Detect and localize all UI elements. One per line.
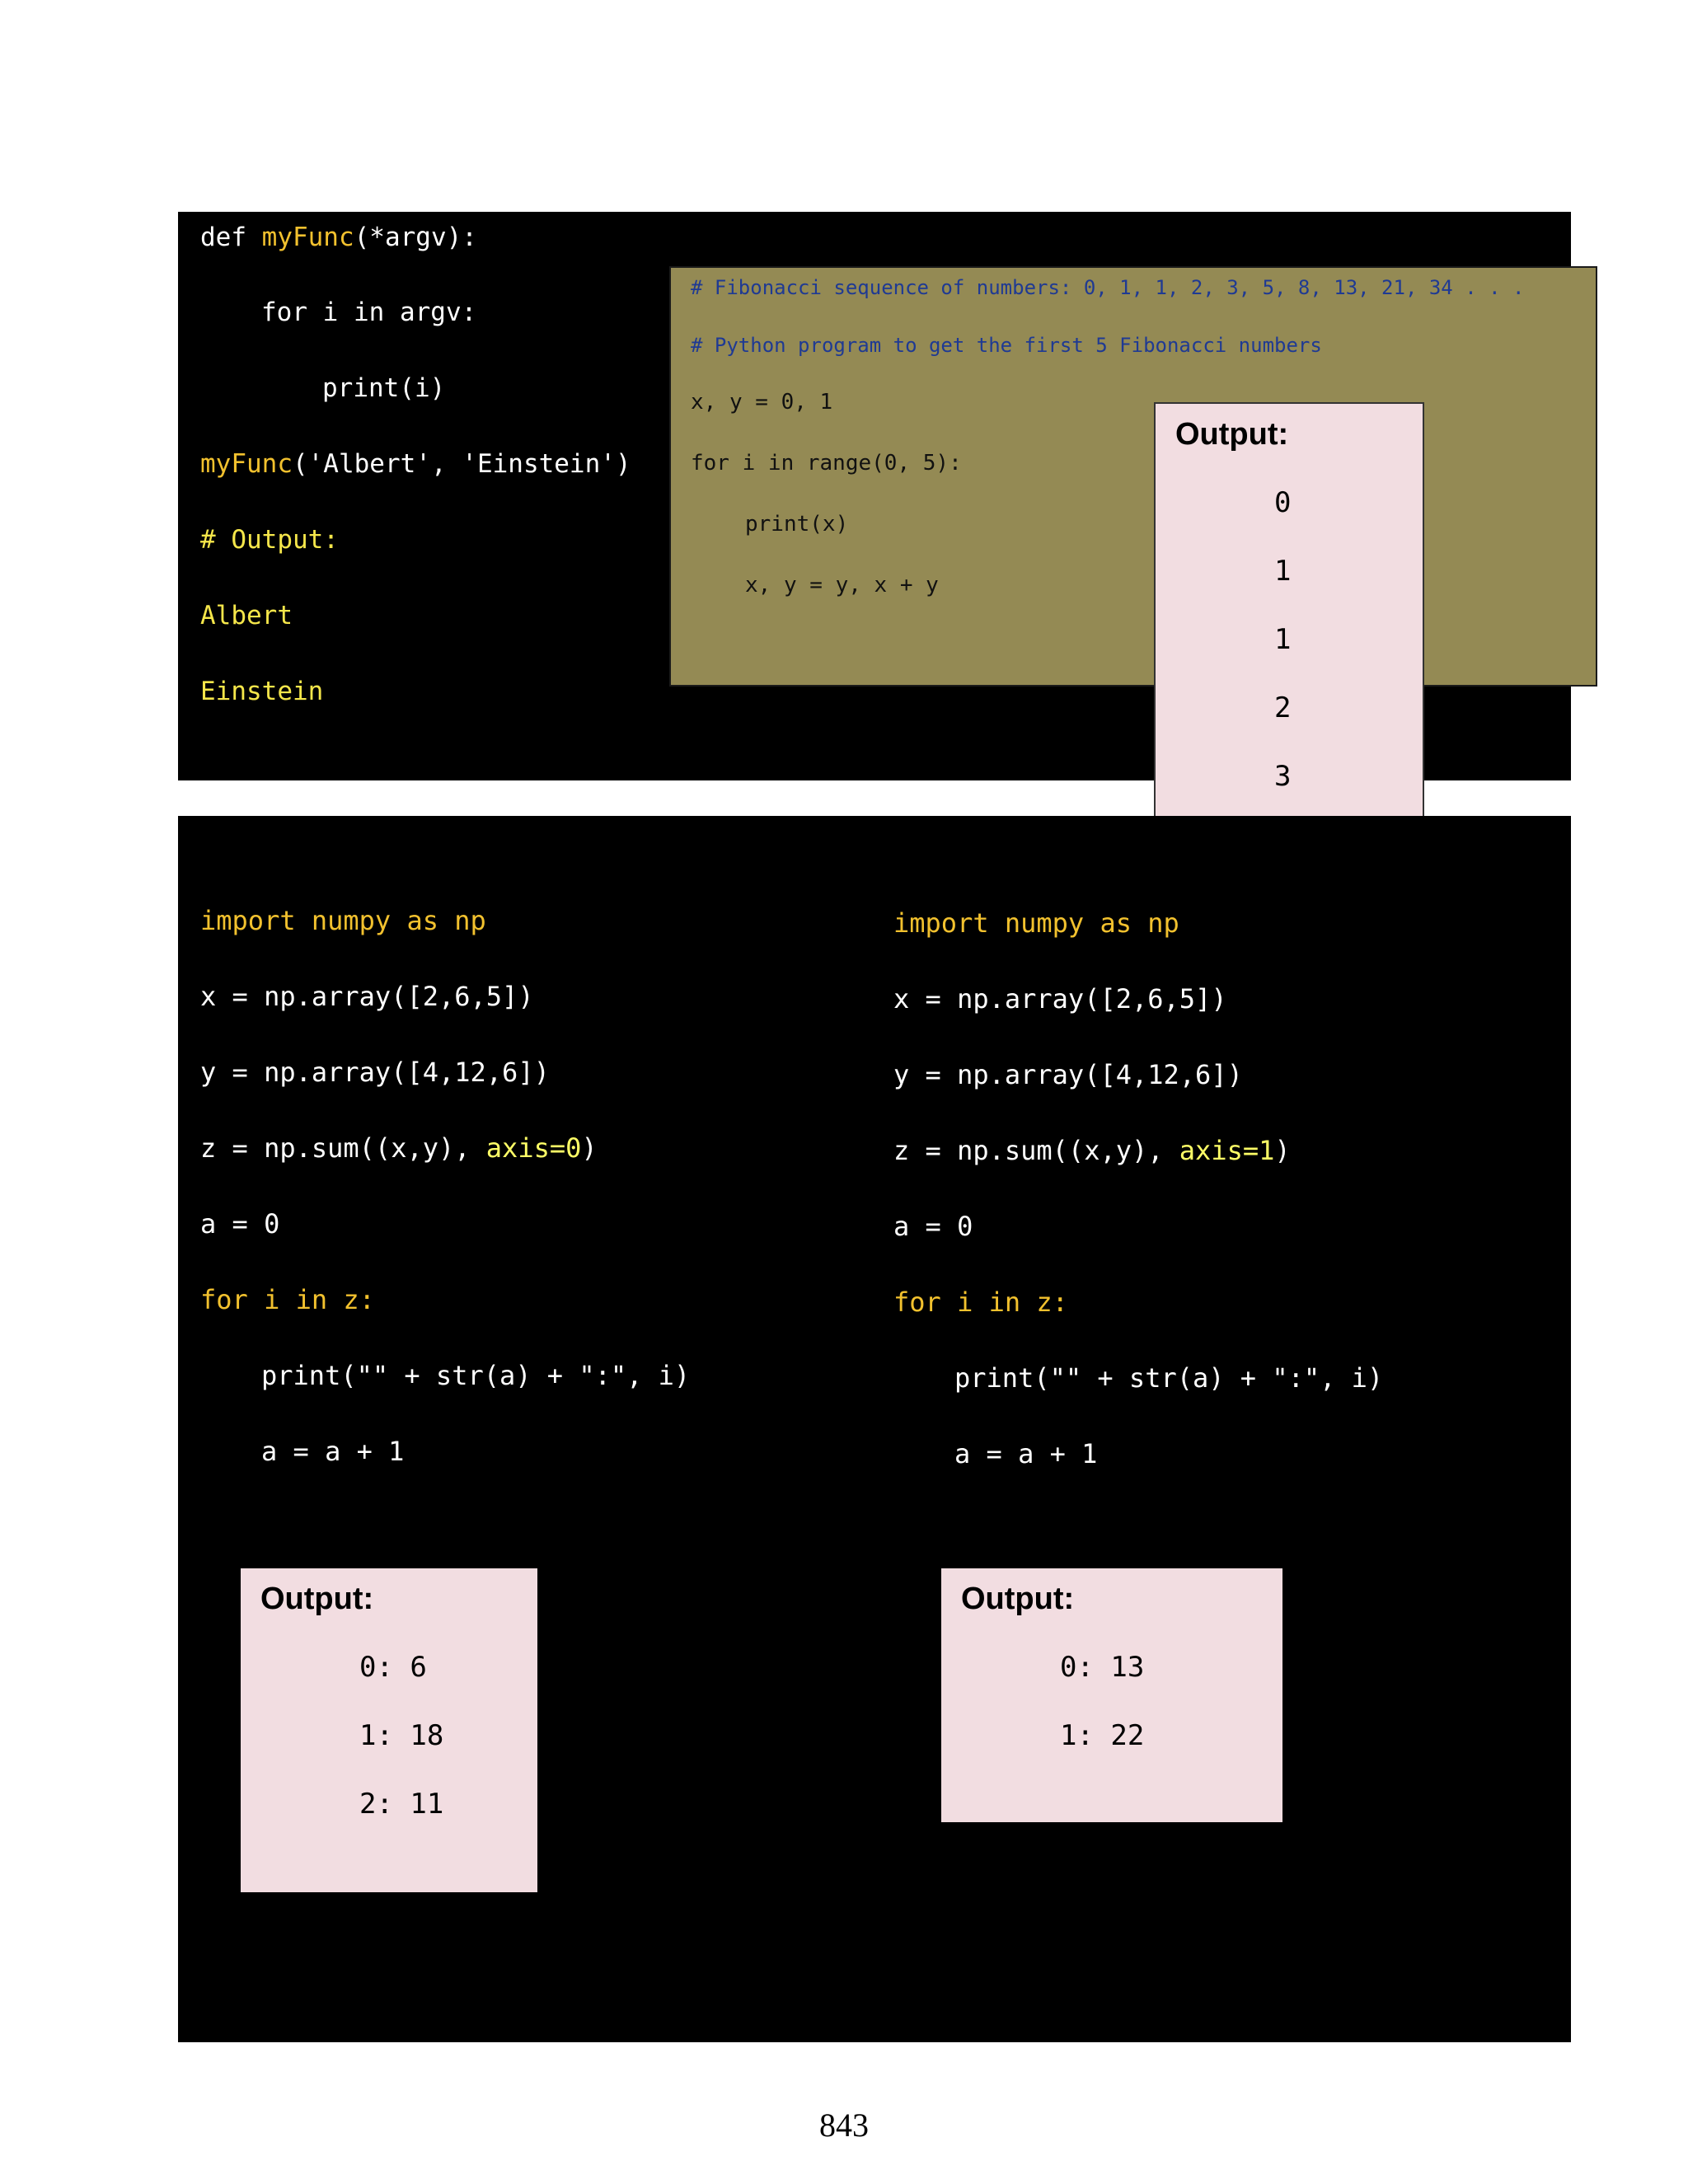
fibonacci-output-box xyxy=(1154,402,1424,834)
code-line: for i in z: xyxy=(200,1284,375,1315)
output-value: 0: 6 xyxy=(359,1651,427,1684)
code-line: import numpy as np xyxy=(893,907,1179,939)
output-value: 1: 22 xyxy=(1060,1719,1145,1752)
code-line: for i in argv: xyxy=(261,298,477,327)
left-output-box xyxy=(241,1568,537,1892)
output-value: 0: 13 xyxy=(1060,1651,1145,1684)
output-title: Output: xyxy=(260,1582,374,1616)
code-line: print(x) xyxy=(745,512,849,537)
code-comment: # Output: xyxy=(200,525,339,555)
output-value: 0 xyxy=(1274,486,1292,519)
code-line: y = np.array([4,12,6]) xyxy=(200,1057,550,1088)
code-line: a = 0 xyxy=(893,1211,973,1242)
code-line: a = a + 1 xyxy=(261,1436,405,1467)
output-value: 2 xyxy=(1274,691,1292,724)
output-value: 1: 18 xyxy=(359,1719,444,1752)
code-comment: # Python program to get the first 5 Fibonacci numbers xyxy=(691,334,1322,357)
code-line: for i in z: xyxy=(893,1286,1068,1318)
code-line: x, y = y, x + y xyxy=(745,573,939,598)
code-line: y = np.array([4,12,6]) xyxy=(893,1059,1243,1090)
code-line: for i in range(0, 5): xyxy=(691,451,962,476)
code-output: Einstein xyxy=(200,677,324,706)
code-line: z = np.sum((x,y), axis=1) xyxy=(893,1135,1291,1166)
code-line: print("" + str(a) + ":", i) xyxy=(954,1362,1384,1394)
right-output-box xyxy=(941,1568,1282,1822)
code-line: x, y = 0, 1 xyxy=(691,390,833,415)
page-number: 843 xyxy=(819,2107,869,2144)
code-line: z = np.sum((x,y), axis=0) xyxy=(200,1132,598,1164)
output-value: 2: 11 xyxy=(359,1788,444,1821)
code-line: x = np.array([2,6,5]) xyxy=(893,983,1227,1015)
code-output: Albert xyxy=(200,601,293,630)
code-line: def myFunc(*argv): xyxy=(200,223,477,252)
code-line: x = np.array([2,6,5]) xyxy=(200,981,534,1012)
code-line: a = 0 xyxy=(200,1208,280,1240)
code-line: myFunc('Albert', 'Einstein') xyxy=(200,449,631,479)
output-title: Output: xyxy=(1175,417,1289,452)
code-comment: # Fibonacci sequence of numbers: 0, 1, 1, 2, 3, 5, 8, 13, 21, 34 . . . xyxy=(691,276,1525,299)
code-line: import numpy as np xyxy=(200,905,486,936)
code-line: a = a + 1 xyxy=(954,1438,1098,1469)
fibonacci-code-box xyxy=(669,266,1597,687)
output-value: 3 xyxy=(1274,760,1292,793)
output-value: 1 xyxy=(1274,623,1292,656)
output-title: Output: xyxy=(961,1582,1075,1616)
output-value: 1 xyxy=(1274,555,1292,588)
code-line: print("" + str(a) + ":", i) xyxy=(261,1360,691,1391)
code-line: print(i) xyxy=(322,373,446,403)
